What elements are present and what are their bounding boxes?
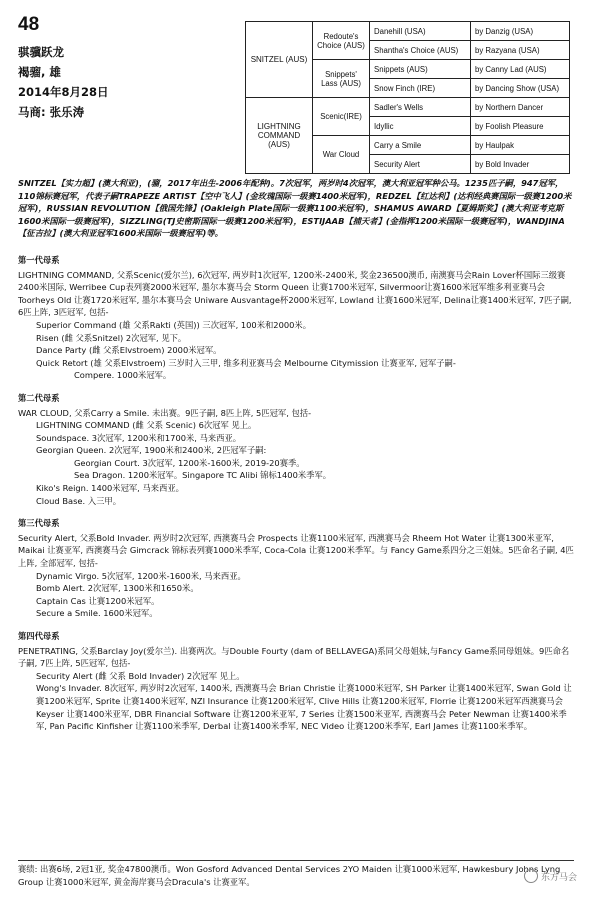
- pedigree-dam: LIGHTNING COMMAND (AUS): [246, 98, 313, 174]
- progeny-entry: Quick Retort (雄 父系Elvstroem) 三岁时入三甲, 维多利亚赛马会 Melbourne Citymission 让赛亚军, 冠军子嗣-: [36, 357, 456, 368]
- pedigree-g4: by Northern Dancer: [471, 98, 570, 117]
- pedigree-g3: Snow Finch (IRE): [370, 79, 471, 98]
- section-title: 第四代母系: [18, 631, 60, 641]
- catalogue-body: [18, 177, 574, 733]
- progeny-entry: Superior Command (雄 父系Rakti (英国)) 三次冠军, 100米和2000米。: [36, 319, 311, 330]
- dam-entry: WAR CLOUD, 父系Carry a Smile. 未出赛。9匹子嗣, 8匹上阵, 5匹冠军, 包括-: [18, 407, 312, 418]
- sire-summary: SNITZEL【实力超】(澳大利亚)，(骝，2017年出生-2006年配种)。7次冠军，两岁时4次冠军，澳大利亚冠军种公马。1235匹子嗣，947冠军，110锦标赛冠军，代表子嗣TRAPEZE ARTIST【空中飞人】(金玫瑰国际一级赛1400米冠军)，REDZEL【红达利】(达利经典赛国际一级赛1200米冠军)，RUSSIAN REVOLUTION【俄国先锋】(Oakleigh Plate国际一级赛1100米冠军)，SHAMUS AWARD【夏姆斯奖】(澳大利亚考克斯1600米国际一级赛冠军)，SIZZLING(TJ史密斯国际一级赛1200米冠军)，ESTIJAAB【捕天者】(金指挥1200米国际一级赛冠军)，WANDJINA【征吉拉】(澳大利亚冠军1600米国际一级赛冠军)等。: [18, 178, 572, 239]
- pedigree-g4: by Razyana (USA): [471, 41, 570, 60]
- pedigree-table: [245, 21, 570, 174]
- progeny-entry: Cloud Base. 入三甲。: [36, 495, 122, 506]
- progeny-entry: Dynamic Virgo. 5次冠军, 1200米-1600米, 马来西亚。: [36, 570, 246, 581]
- watermark: [524, 869, 577, 883]
- dam-entry: LIGHTNING COMMAND, 父系Scenic(爱尔兰), 6次冠军, 两岁时1次冠军, 1200米-2400米, 奖金236500澳币, 南澳赛马会Rain Lover杯国际三级赛2400米国际, Werribee Cup表列赛2000米冠军, 墨尔本赛马会 Storm Queen 让赛1700米冠军, Silvermoor让赛1600米冠军维多利亚赛马会 Toorheys Old 让赛1720米冠军, 墨尔本赛马会 Uniware Ausvantage杯2000米冠军, Lowland 让赛1600米冠军, Delina让赛1400米冠军, 7匹子嗣, 6匹上阵, 3匹冠军, 包括-: [18, 269, 572, 318]
- pedigree-g3: Snippets (AUS): [370, 60, 471, 79]
- progeny-entry: Risen (雌 父系Snitzel) 2次冠军, 见下。: [36, 332, 187, 343]
- pedigree-grandsire: Redoute's Choice (AUS): [313, 22, 370, 60]
- horse-foaled: 2014年8月28日: [18, 85, 109, 99]
- lot-number: 48: [18, 14, 40, 35]
- pedigree-second-dam: War Cloud: [313, 136, 370, 174]
- pedigree-damsire: Scenic(IRE): [313, 98, 370, 136]
- progeny-entry: Georgian Queen. 2次冠军, 1900米和2400米, 2匹冠军子嗣:: [36, 445, 267, 456]
- progeny-entry: Compere. 1000米冠军。: [74, 370, 172, 381]
- progeny-entry: Bomb Alert. 2次冠军, 1300米和1650米。: [36, 583, 199, 594]
- progeny-entry: Sea Dragon. 1200米冠军。Singapore TC Alibi 锦标1400米季军。: [74, 470, 332, 481]
- progeny-entry: Secure a Smile. 1600米冠军。: [36, 608, 158, 619]
- progeny-entry: Security Alert (雌 父系 Bold Invader) 2次冠军 见上。: [36, 670, 245, 681]
- horse-name: 骐骥跃龙: [18, 45, 64, 59]
- dam-entry: Security Alert, 父系Bold Invader. 两岁时2次冠军, 西澳赛马会 Prospects 让赛1100米冠军, 西澳赛马会 Rheem Hot Water 让赛1300米亚军, Maikai 让赛亚军, 西澳赛马会 Gimcrack 锦标表列赛1000米季军, Coca-Cola 让赛1200米季军。与 Fancy Game系四分之三姐妹。5匹命名子嗣, 4匹上阵, 全部冠军, 包括-: [18, 532, 574, 569]
- progeny-entry: Captain Cas 让赛1200米冠军。: [36, 595, 160, 606]
- pedigree-g4: by Dancing Show (USA): [471, 79, 570, 98]
- pedigree-g3: Sadler's Wells: [370, 98, 471, 117]
- progeny-entry: LIGHTNING COMMAND (雌 父系 Scenic) 6次冠军 见上。: [36, 420, 257, 431]
- progeny-entry: Wong's Invader. 8次冠军, 两岁时2次冠军, 1400米, 西澳赛马会 Brian Christie 让赛1000米冠军, SH Parker 让赛1400米冠军, Swan Gold 让赛1200米冠军, Sprite 让赛1400米冠军, NZI Insurance 让赛1200米冠军, Clive Hills 让赛1200米冠军, Florrie 让赛1200米冠军西澳赛马会 Keyser 让赛1400米亚军, DBR Financial Software 让赛1200米亚军, 7 Series 让赛1500米亚军, 西澳赛马会 Peter Newman 让赛1400米季军, Pan Pacific Kinfisher 让赛1100米季军, Derbal 让赛1400米季军, NEC Video 让赛1200米季军, Earl James 让赛1100米季军。: [36, 683, 572, 732]
- pedigree-g4: by Foolish Pleasure: [471, 117, 570, 136]
- progeny-entry: Kiko's Reign. 1400米冠军, 马来西亚。: [36, 483, 184, 494]
- section-title: 第一代母系: [18, 254, 60, 265]
- progeny-entry: Georgian Court. 3次冠军, 1200米-1600米, 2019-20赛季。: [74, 457, 305, 468]
- horse-owner: 马商: 张乐涛: [18, 105, 85, 119]
- dam-entry: PENETRATING, 父系Barclay Joy(爱尔兰). 出赛两次。与Double Fourty (dam of BELLAVEGA)系同父母姐妹,与Fancy Game系同母姐妹。9匹命名子嗣, 7匹上阵, 5匹冠军, 包括-: [18, 645, 570, 669]
- pedigree-g4: by Haulpak: [471, 136, 570, 155]
- pedigree-g4: by Danzig (USA): [471, 22, 570, 41]
- pedigree-g3: Shantha's Choice (AUS): [370, 41, 471, 60]
- pedigree-g4: by Canny Lad (AUS): [471, 60, 570, 79]
- pedigree-g3: Idyllic: [370, 117, 471, 136]
- pedigree-g4: by Bold Invader: [471, 155, 570, 174]
- progeny-entry: Soundspace. 3次冠军, 1200米和1700米, 马来西亚。: [36, 432, 242, 443]
- section-title: 第三代母系: [18, 518, 60, 529]
- race-record: 赛绩: 出赛6场, 2冠1亚, 奖金47800澳币。Won Gosford Advanced Dental Services 2YO Maiden 让赛1000米冠军, Hawkesbury Johns Lyng Group 让赛1000米冠军, 黄金海岸赛马会Dracula's 让赛亚军。: [18, 860, 574, 888]
- pedigree-g3: Danehill (USA): [370, 22, 471, 41]
- pedigree-g3: Security Alert: [370, 155, 471, 174]
- horse-sex: 褐骝, 雄: [18, 65, 61, 79]
- pedigree-g3: Carry a Smile: [370, 136, 471, 155]
- watermark-text: 东方马会: [540, 872, 577, 883]
- section-title: 第二代母系: [18, 392, 60, 403]
- horse-info: [18, 42, 109, 122]
- pedigree-sire: SNITZEL (AUS): [246, 22, 313, 98]
- progeny-entry: Dance Party (雌 父系Elvstroem) 2000米冠军。: [36, 345, 222, 356]
- wechat-icon: [524, 869, 538, 883]
- pedigree-granddam: Snippets' Lass (AUS): [313, 60, 370, 98]
